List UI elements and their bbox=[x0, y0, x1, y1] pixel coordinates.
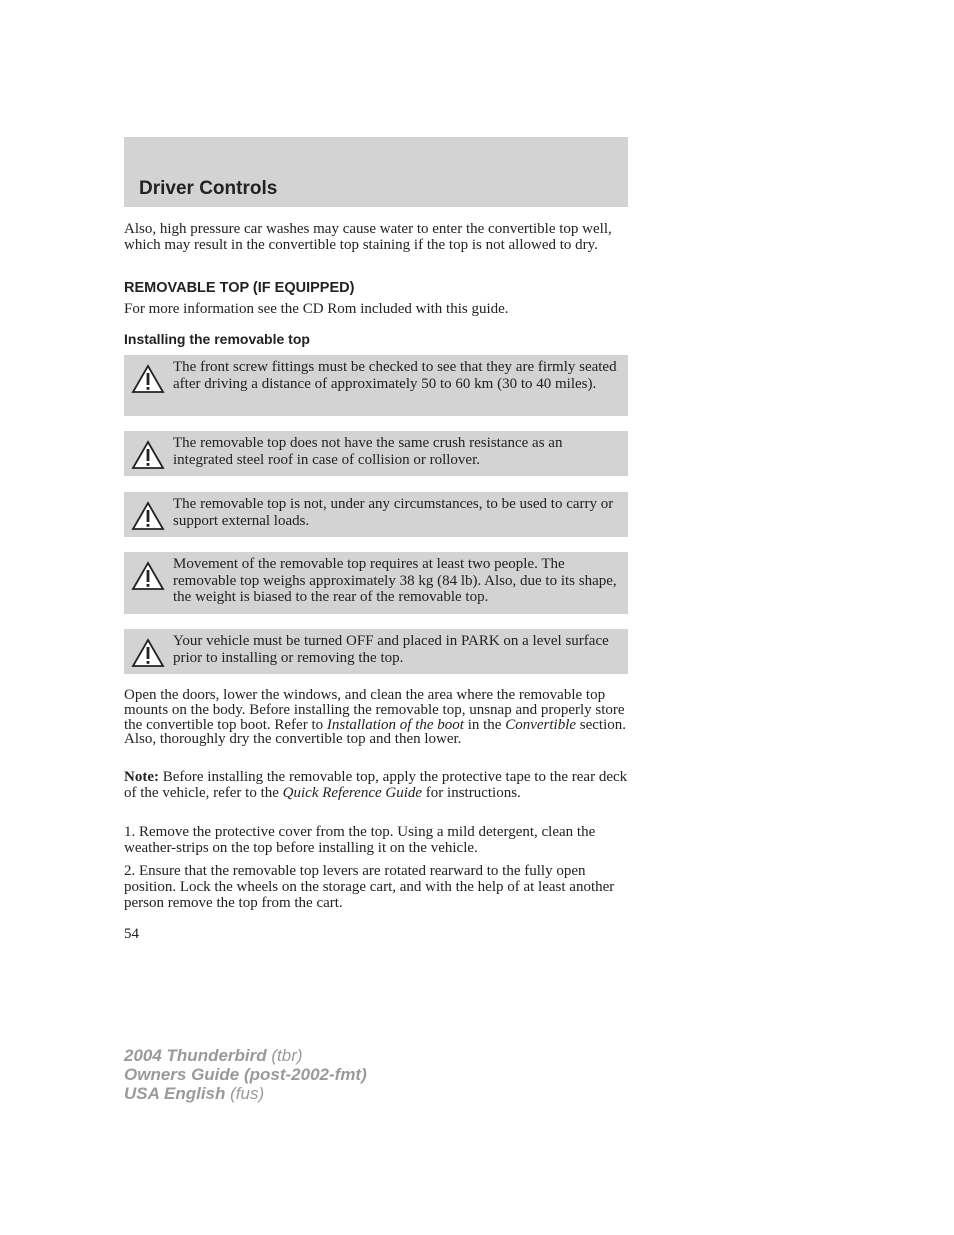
step-1: 1. Remove the protective cover from the top. Using a mild detergent, clean the weather-strips on the top before installing it on the vehicle. bbox=[124, 824, 596, 856]
warning-triangle-icon bbox=[131, 364, 165, 394]
subsection-heading: Installing the removable top bbox=[124, 331, 310, 347]
page-number: 54 bbox=[124, 926, 139, 942]
warning-box bbox=[124, 431, 628, 476]
reference-link: Quick Reference Guide bbox=[282, 785, 423, 801]
warning-triangle-icon bbox=[131, 561, 165, 591]
info-paragraph: For more information see the CD Rom included with this guide. bbox=[124, 301, 509, 317]
warning-triangle-icon bbox=[131, 501, 165, 531]
warning-triangle-icon bbox=[131, 638, 165, 668]
instructions-paragraph: Open the doors, lower the windows, and clean the area where the removable top mounts on the body. Before installing the removable top, unsnap and properly store the convertible top boot. Refer to Installation of the boot in the Convertible section. Also, thoroughly dry the convertible top and then lower. bbox=[124, 687, 627, 748]
warning-text: Movement of the removable top requires at least two people. The removable top weighs approximately 38 kg (84 lb). Also, due to its shape, the weight is biased to the rear of the removable top. bbox=[173, 556, 617, 605]
warning-box bbox=[124, 629, 628, 674]
warning-box bbox=[124, 552, 628, 614]
section-header bbox=[124, 137, 628, 207]
warning-text: Your vehicle must be turned OFF and placed in PARK on a level surface prior to installing or removing the top. bbox=[173, 633, 609, 666]
reference-link: Convertible bbox=[505, 716, 577, 733]
warning-text: The removable top does not have the same crush resistance as an integrated steel roof in case of collision or rollover. bbox=[173, 435, 563, 468]
section-heading: REMOVABLE TOP (IF EQUIPPED) bbox=[124, 280, 355, 296]
warning-box bbox=[124, 355, 628, 416]
warning-triangle-icon bbox=[131, 440, 165, 470]
warning-text: The front screw fittings must be checked to see that they are firmly seated after driving a distance of approximately 50 to 60 km (30 to 40 miles). bbox=[173, 359, 617, 392]
step-2: 2. Ensure that the removable top levers are rotated rearward to the fully open position. Lock the wheels on the storage cart, and with the help of at least another person remove the top from the cart. bbox=[124, 863, 615, 911]
document-footer bbox=[124, 1046, 367, 1103]
note-label: Note: bbox=[124, 769, 159, 785]
footer-line-2: Owners Guide (post-2002-fmt) bbox=[124, 1065, 367, 1084]
intro-paragraph: Also, high pressure car washes may cause water to enter the convertible top well, which may result in the convertible top staining if the top is not allowed to dry. bbox=[124, 221, 612, 253]
warning-text: The removable top is not, under any circumstances, to be used to carry or support external loads. bbox=[173, 496, 614, 529]
page-title: Driver Controls bbox=[139, 178, 278, 199]
footer-line-1: 2004 Thunderbird (tbr) bbox=[124, 1046, 303, 1065]
footer-line-3: USA English (fus) bbox=[124, 1084, 265, 1103]
reference-link: Installation of the boot bbox=[326, 716, 464, 733]
warning-box bbox=[124, 492, 628, 537]
note-paragraph: Note: Before installing the removable top, apply the protective tape to the rear deck of the vehicle, refer to the Quick Reference Guide for instructions. bbox=[124, 769, 628, 801]
